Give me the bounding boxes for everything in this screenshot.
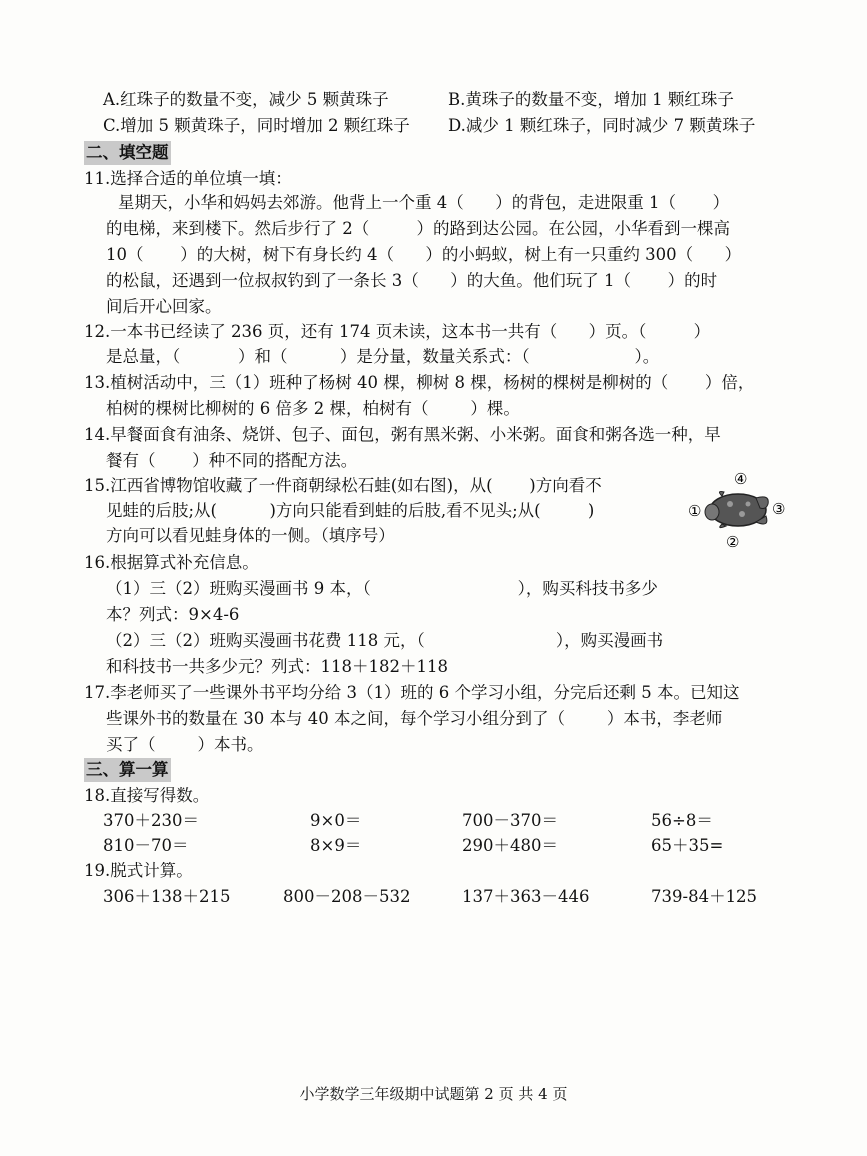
q17-line-2: 些课外书的数量在 30 本与 40 本之间，每个学习小组分到了（ ）本书，李老师 (106, 709, 723, 728)
direction-4-label: ④ (734, 470, 748, 488)
frog-figure (686, 468, 794, 550)
q11-line-1: 星期天，小华和妈妈去郊游。他背上一个重 4（ ）的背包，走进限重 1（ ） (118, 193, 730, 212)
q17-line-1: 17.李老师买了一些课外书平均分给 3（1）班的 6 个学习小组，分完后还剩 5 本。已知这 (84, 683, 740, 702)
page-footer: 小学数学三年级期中试题第 2 页 共 4 页 (299, 1085, 568, 1103)
q18-item: 810－70＝ (103, 836, 189, 855)
q17-line-3: 买了（ ）本书。 (106, 735, 264, 754)
q16-part2-line-1: （2）三（2）班购买漫画书花费 118 元，（ ），购买漫画书 (106, 631, 664, 650)
q18-item: 65＋35= (651, 836, 724, 855)
q11-line-5: 间后开心回家。 (106, 297, 222, 316)
q14-line-1: 14.早餐面食有油条、烧饼、包子、面包，粥有黑米粥、小米粥。面食和粥各选一种，早 (84, 425, 721, 444)
q11-line-2: 的电梯，来到楼下。然后步行了 2（ ）的路到达公园。在公园，小华看到一棵高 (106, 219, 730, 238)
q16-part1-line-1: （1）三（2）班购买漫画书 9 本，（ ），购买科技书多少 (106, 579, 658, 598)
option-d: D.减少 1 颗红珠子，同时减少 7 颗黄珠子 (448, 116, 756, 135)
q19-item: 137＋363－446 (462, 887, 590, 906)
q12-line-1: 12.一本书已经读了 236 页，还有 174 页未读，这本书一共有（ ）页。（ ） (84, 322, 711, 341)
option-a: A.红珠子的数量不变，减少 5 颗黄珠子 (103, 90, 389, 109)
q11-title: 11.选择合适的单位填一填： (84, 169, 292, 188)
q18-item: 56÷8＝ (651, 811, 713, 830)
section-fill-in-title: 二、填空题 (84, 141, 171, 165)
q16-title: 16.根据算式补充信息。 (84, 553, 259, 572)
q14-line-2: 餐有（ ）种不同的搭配方法。 (106, 451, 358, 470)
q18-item: 700－370＝ (462, 811, 558, 830)
q15-line-2: 见蛙的后肢;从( )方向只能看到蛙的后肢,看不见头;从( ) (106, 501, 595, 520)
q18-item: 9×0＝ (310, 811, 362, 830)
direction-2-label: ② (726, 533, 740, 550)
q13-line-2: 柏树的棵树比柳树的 6 倍多 2 棵，柏树有（ ）棵。 (106, 399, 520, 418)
q19-title: 19.脱式计算。 (84, 861, 193, 880)
turquoise-frog-icon (705, 492, 768, 528)
q13-line-1: 13.植树活动中，三（1）班种了杨树 40 棵，柳树 8 棵，杨树的棵树是柳树的（ ）倍， (84, 373, 755, 392)
direction-3-label: ③ (772, 500, 786, 518)
q15-line-3: 方向可以看见蛙身体的一侧。（填序号） (106, 526, 395, 545)
q16-part1-line-2: 本？列式：9×4-6 (106, 605, 240, 624)
option-b: B.黄珠子的数量不变，增加 1 颗红珠子 (448, 90, 734, 109)
direction-1-label: ① (688, 502, 702, 520)
q15-line-1: 15.江西省博物馆收藏了一件商朝绿松石蛙(如右图)，从( )方向看不 (84, 476, 602, 495)
q19-item: 306＋138＋215 (103, 887, 231, 906)
option-c: C.增加 5 颗黄珠子，同时增加 2 颗红珠子 (103, 116, 410, 135)
q18-item: 290＋480＝ (462, 836, 558, 855)
q11-line-3: 10（ ）的大树，树下有身长约 4（ ）的小蚂蚁，树上有一只重约 300（ ） (106, 245, 742, 264)
q12-line-2: 是总量，（ ）和（ ）是分量，数量关系式：（ ）。 (106, 347, 660, 366)
q18-item: 370＋230＝ (103, 811, 199, 830)
q18-item: 8×9＝ (310, 836, 362, 855)
q11-line-4: 的松鼠，还遇到一位叔叔钓到了一条长 3（ ）的大鱼。他们玩了 1（ ）的时 (106, 271, 718, 290)
q16-part2-line-2: 和科技书一共多少元？列式：118＋182＋118 (106, 657, 448, 676)
section-calc-title: 三、算一算 (84, 758, 171, 782)
q19-item: 739-84＋125 (651, 887, 758, 906)
q18-title: 18.直接写得数。 (84, 786, 210, 805)
q19-item: 800－208－532 (283, 887, 411, 906)
